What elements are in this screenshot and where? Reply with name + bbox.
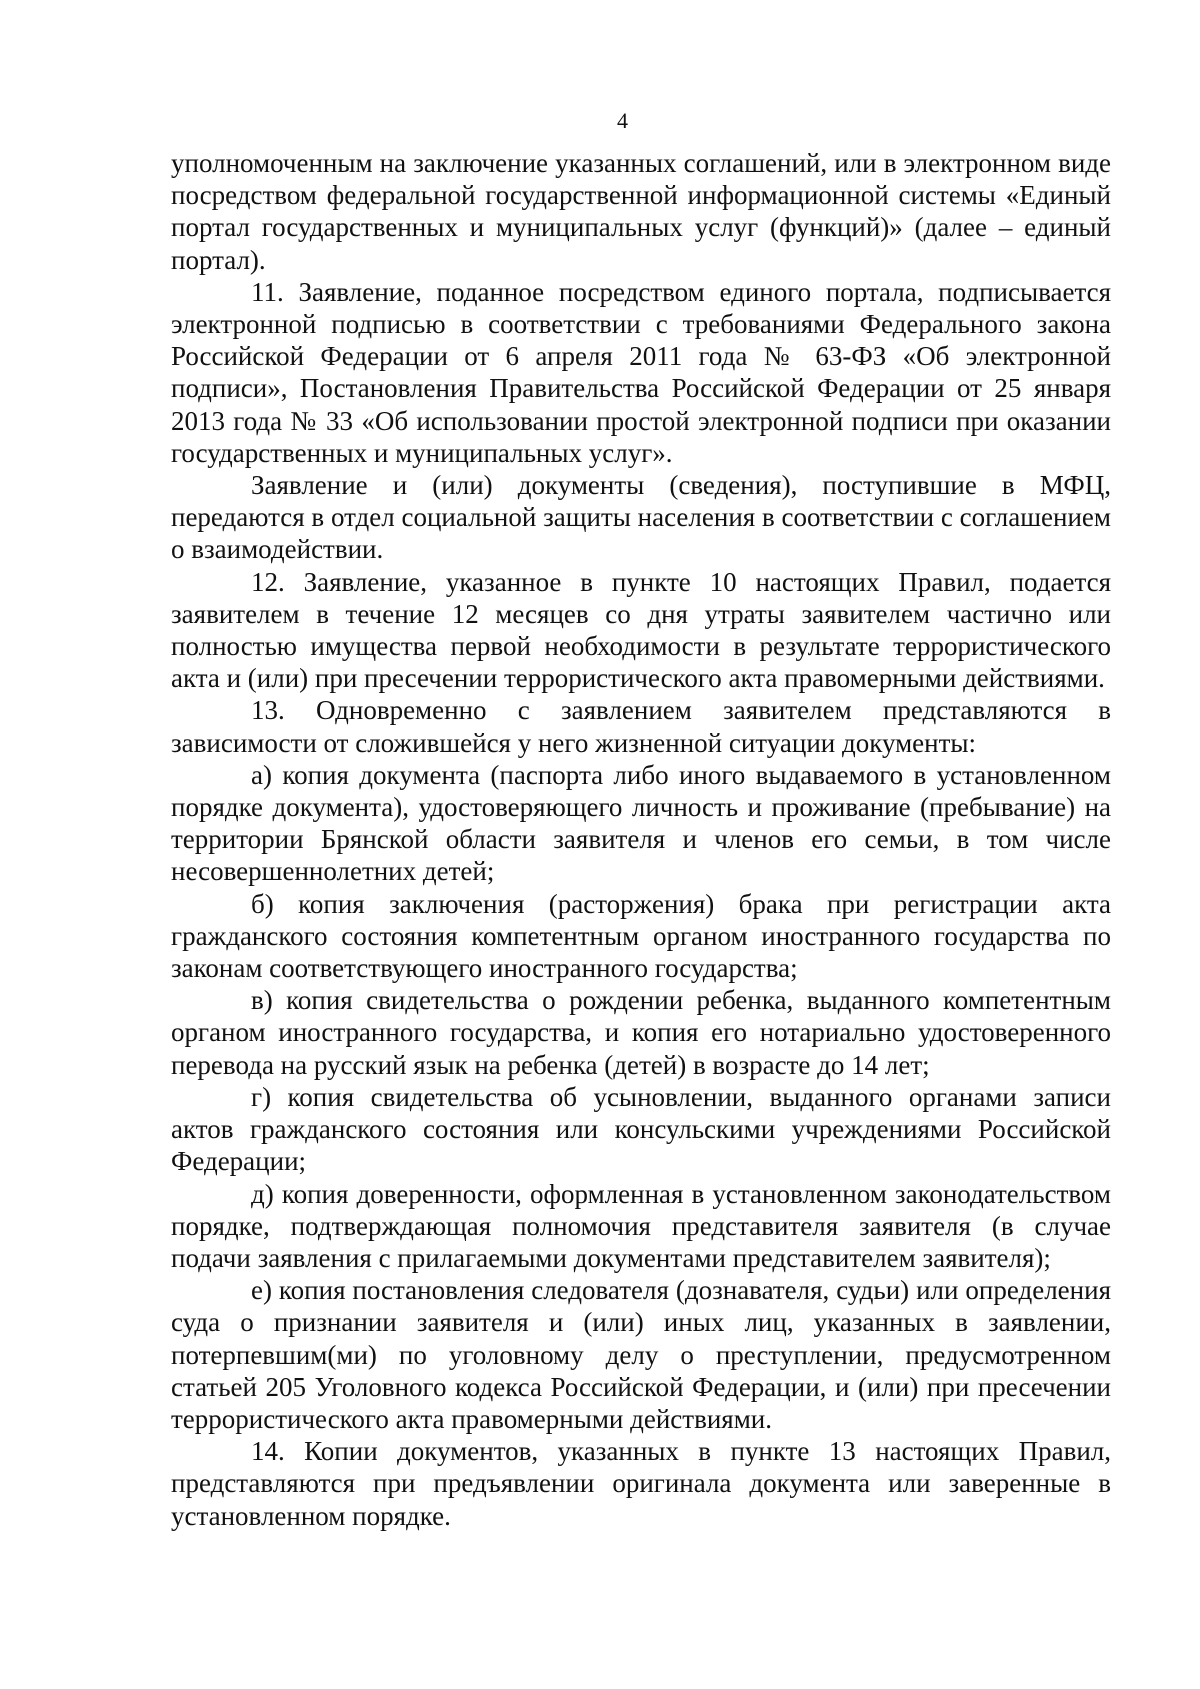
paragraph-13-g: г) копия свидетельства об усыновлении, выданного органами записи актов гражданского состояния или консульскими учреждениями Российской Федерации; bbox=[171, 1081, 1111, 1177]
paragraph-12: 12. Заявление, указанное в пункте 10 настоящих Правил, подается заявителем в течение 12 месяцев со дня утраты заявителем частично или полностью имущества первой необходимости в результате террористического акта и (или) при пресечении террористического акта правомерными действиями. bbox=[171, 566, 1111, 694]
paragraph-mfc: Заявление и (или) документы (сведения), поступившие в МФЦ, передаются в отдел социальной защиты населения в соответствии с соглашением о взаимодействии. bbox=[171, 470, 1111, 565]
paragraph-13-d: д) копия доверенности, оформленная в установленном законодательством порядке, подтверждающая полномочия представителя заявителя (в случае подачи заявления с прилагаемыми документами представителем заявителя); bbox=[171, 1178, 1111, 1273]
page-number: 4 bbox=[617, 108, 628, 133]
paragraph-11: 11. Заявление, поданное посредством единого портала, подписывается электронной подписью в соответствии с требованиями Федерального закона Российской Федерации от 6 апреля 2011 года № 63-ФЗ «Об электронной подписи», Постановления Правительства Российской Федерации от 25 января 2013 года № 33 «Об использовании простой электронной подписи при оказании государственных и муниципальных услуг». bbox=[171, 276, 1111, 468]
paragraph-13-v: в) копия свидетельства о рождении ребенка, выданного компетентным органом иностранного государства, и копия его нотариально удостоверенного перевода на русский язык на ребенка (детей) в возрасте до 14 лет; bbox=[171, 985, 1111, 1080]
paragraph-continuation: уполномоченным на заключение указанных соглашений, или в электронном виде посредством федеральной государственной информационной системы «Единый портал государственных и муниципальных услуг (функций)» (далее – единый портал). bbox=[171, 148, 1111, 275]
paragraph-14: 14. Копии документов, указанных в пункте 13 настоящих Правил, представляются при предъявлении оригинала документа или заверенные в установленном порядке. bbox=[171, 1436, 1111, 1531]
paragraph-13: 13. Одновременно с заявлением заявителем представляются в зависимости от сложившейся у него жизненной ситуации документы: bbox=[171, 695, 1111, 758]
paragraph-13-e: е) копия постановления следователя (дознавателя, судьи) или определения суда о признании заявителя и (или) иных лиц, указанных в заявлении, потерпевшим(ми) по уголовному делу о преступлении, предусмотренном статьей 205 Уголовного кодекса Российской Федерации, и (или) при пресечении террористического акта правомерными действиями. bbox=[171, 1275, 1111, 1434]
paragraph-13-b: б) копия заключения (расторжения) брака при регистрации акта гражданского состояния компетентным органом иностранного государства по законам соответствующего иностранного государства; bbox=[171, 888, 1111, 984]
document-body bbox=[171, 147, 1111, 1532]
paragraph-13-a: а) копия документа (паспорта либо иного выдаваемого в установленном порядке документа), удостоверяющего личность и проживание (пребывание) на территории Брянской области заявителя и членов его семьи, в том числе несовершеннолетних детей; bbox=[171, 759, 1111, 887]
